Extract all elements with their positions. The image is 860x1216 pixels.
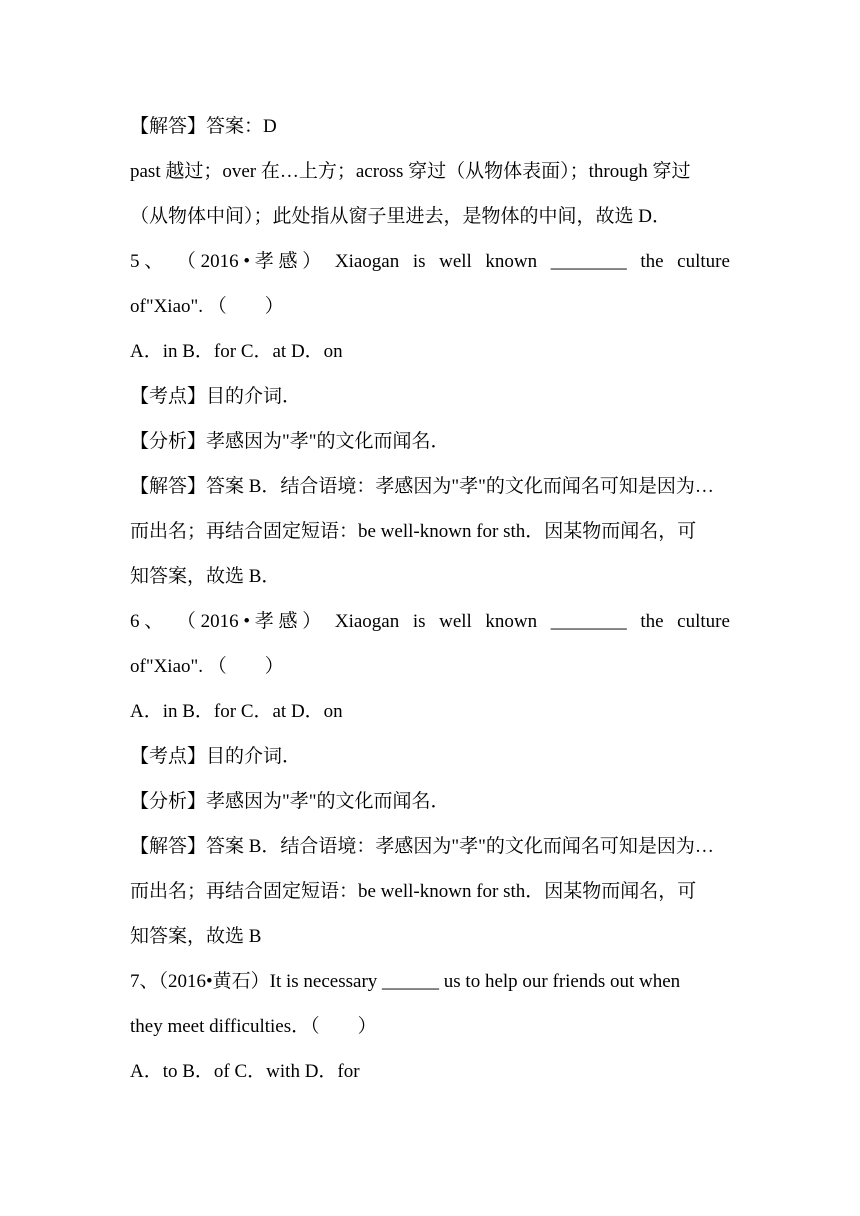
q5-options: A．in B．for C．at D．on	[130, 341, 343, 362]
q5-stem-line-2: of"Xiao". （ ）	[130, 296, 284, 317]
q5-stem-line-1	[130, 249, 730, 275]
q5-word: the	[640, 251, 664, 272]
q6-kaodian: 【考点】目的介词．	[130, 746, 302, 767]
q6-word: well	[439, 611, 472, 632]
q6-blank: ________	[550, 611, 627, 632]
q5-jieda-line-3: 知答案，故选 B．	[130, 566, 281, 587]
q6-word: the	[640, 611, 664, 632]
q6-stem-line-2: of"Xiao". （ ）	[130, 656, 284, 677]
q6-word: is	[412, 611, 426, 632]
q6-word: known	[485, 611, 538, 632]
explanation-line-1: past 越过；over 在…上方；across 穿过（从物体表面）；through 穿过	[130, 161, 691, 182]
explanation-line-2: （从物体中间）；此处指从窗子里进去，是物体的中间，故选 D．	[130, 206, 671, 227]
q6-options: A．in B．for C．at D．on	[130, 701, 343, 722]
q6-jieda-line-2: 而出名；再结合固定短语：be well-known for sth．因某物而闻名，可	[130, 881, 697, 902]
q5-word: culture	[677, 251, 730, 272]
q6-jieda-line-3: 知答案，故选 B	[130, 926, 262, 947]
q6-fenxi: 【分析】孝感因为"孝"的文化而闻名．	[130, 791, 450, 812]
q5-jieda-line-2: 而出名；再结合固定短语：be well-known for sth．因某物而闻名，可	[130, 521, 697, 542]
q5-blank: ________	[550, 251, 627, 272]
q5-word: Xiaogan	[334, 251, 400, 272]
answer-line: 【解答】答案：D	[130, 116, 277, 137]
q7-options: A．to B．of C．with D．for	[130, 1061, 360, 1082]
q5-word: well	[439, 251, 472, 272]
q6-jieda-line-1: 【解答】答案 B．结合语境：孝感因为"孝"的文化而闻名可知是因为…	[130, 836, 714, 857]
q5-fenxi: 【分析】孝感因为"孝"的文化而闻名．	[130, 431, 450, 452]
q5-kaodian: 【考点】目的介词．	[130, 386, 302, 407]
q5-jieda-line-1: 【解答】答案 B．结合语境：孝感因为"孝"的文化而闻名可知是因为…	[130, 476, 714, 497]
q6-number: 6 、	[130, 611, 164, 632]
q6-word: Xiaogan	[334, 611, 400, 632]
q6-source: （ 2016 • 孝 感 ）	[176, 611, 322, 632]
q6-stem-line-1	[130, 609, 730, 635]
q7-stem-line-2: they meet difficulties．（ ）	[130, 1016, 377, 1037]
q5-word: known	[485, 251, 538, 272]
q7-stem-line-1: 7、（2016•黄石）It is necessary ______ us to help our friends out when	[130, 971, 681, 992]
q6-word: culture	[677, 611, 730, 632]
q5-number: 5 、	[130, 251, 164, 272]
q5-source: （ 2016 • 孝 感 ）	[176, 251, 322, 272]
q5-word: is	[412, 251, 426, 272]
